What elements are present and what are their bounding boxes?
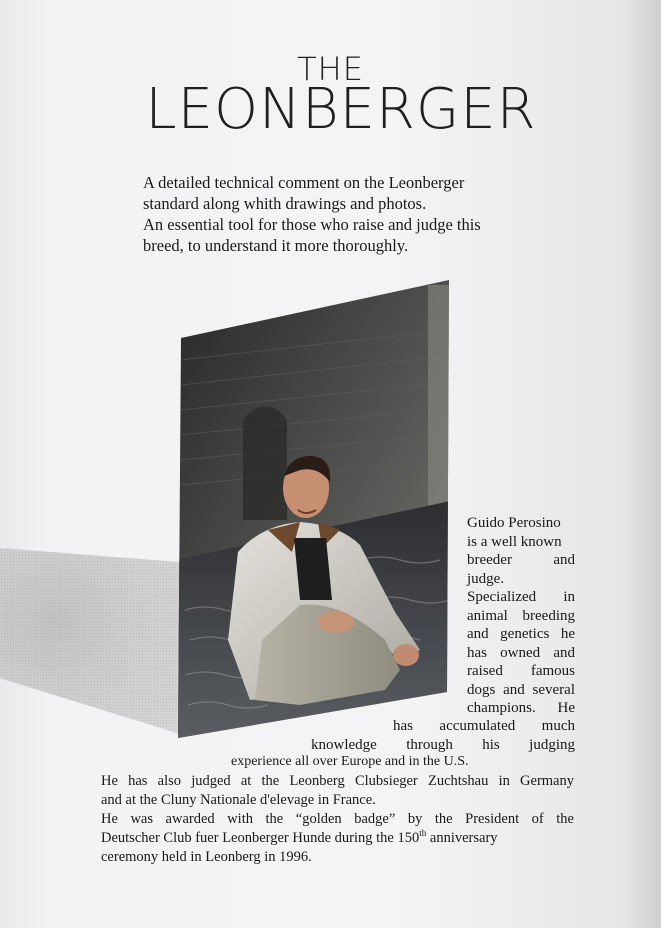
bio-line: breeder and [467,552,575,568]
intro-line: breed, to understand it more thoroughly. [143,236,409,255]
bio-line-part: Deutscher Club fuer Leonberger Hunde during the 150 [101,830,420,846]
bio-line: judge. [467,570,505,587]
bio-line: dogs and several [467,681,575,698]
intro-line: standard along whith drawings and photos. [143,194,427,213]
bio-line-part: anniversary [426,830,498,846]
author-bio-column [467,514,575,718]
bio-line: experience all over Europe and in the U.S. [231,754,469,769]
bio-line: has accumulated much [393,718,575,734]
bio-line: and at the Cluny Nationale d'elevage in France. [101,792,376,808]
bio-line: and genetics he [467,626,575,642]
bio-line: animal breeding [467,607,575,624]
intro-line: An essential tool for those who raise and judge this [143,215,481,234]
bio-line: He has also judged at the Leonberg Clubsieger Zuchtshau in Germany [101,773,574,789]
bio-line: ceremony held in Leonberg in 1996. [101,849,312,865]
bio-line: He was awarded with the “golden badge” by the President of the [101,811,574,827]
bio-line: is a well known [467,533,562,550]
title-leonberger: LEONBERGER [145,77,537,142]
bio-line: has owned and [467,644,575,661]
intro-line: A detailed technical comment on the Leonberger [143,173,465,192]
title-the: THE [297,50,364,88]
bio-line: raised famous [467,663,575,679]
bio-line: Specialized in [467,589,575,605]
bio-line: champions. He [467,700,575,716]
bio-line: Guido Perosino [467,515,561,531]
bio-line [101,829,574,848]
ordinal-suffix: th [419,828,427,839]
bio-line: knowledge through his judging [311,737,575,753]
